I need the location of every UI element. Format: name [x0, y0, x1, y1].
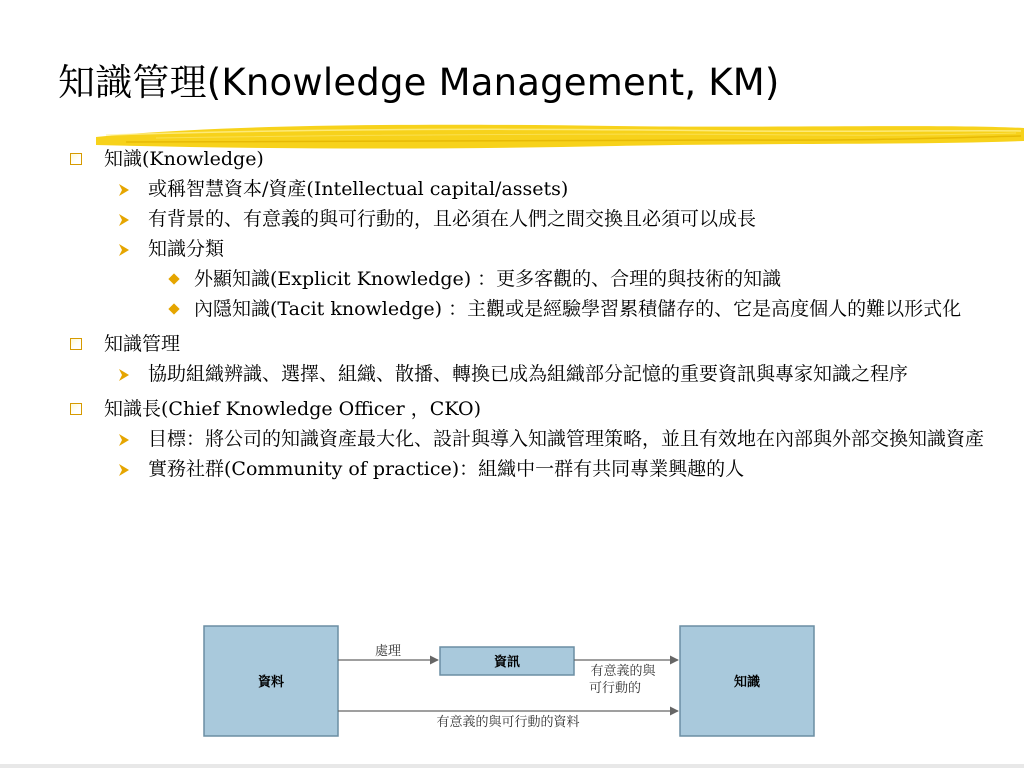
bullet-text: 知識(Knowledge) — [104, 148, 264, 170]
square-bullet-icon — [70, 338, 82, 350]
bullet-cko — [70, 396, 1005, 423]
info-box-label: 資訊 — [493, 655, 521, 670]
bullet-km — [70, 331, 1005, 358]
bullet-text: 外顯知識(Explicit Knowledge) ：更多客觀的、合理的與技術的知識 — [194, 268, 782, 290]
bullet-tacit — [70, 296, 1005, 323]
bullet-cko-goal — [70, 426, 1005, 453]
data-info-knowledge-diagram — [200, 622, 820, 742]
data-box-label: 資料 — [257, 675, 285, 690]
arrow-bullet-icon — [118, 463, 130, 477]
bullet-text: 實務社群(Community of practice)：組織中一群有共同專業興趣的人 — [148, 458, 745, 480]
bullet-text: 協助組織辨識、選擇、組織、散播、轉換已成為組織部分記憶的重要資訊與專家知識之程序 — [148, 363, 909, 385]
meaningful-label-line2: 可行動的 — [588, 681, 642, 696]
bullet-text: 有背景的、有意義的與可行動的，且必須在人們之間交換且必須可以成長 — [148, 208, 757, 230]
bullet-explicit — [70, 266, 1005, 293]
bottom-border — [0, 764, 1024, 768]
arrow-bullet-icon — [118, 433, 130, 447]
bullet-text: 內隱知識(Tacit knowledge) ：主觀或是經驗學習累積儲存的、它是高度個人的難以形式化 — [194, 298, 962, 320]
process-label: 處理 — [374, 644, 402, 659]
meaningful-label-line1: 有意義的與 — [590, 664, 656, 679]
knowledge-box-label: 知識 — [733, 675, 761, 690]
arrow-bullet-icon — [118, 213, 130, 227]
bullet-intellectual-capital — [70, 176, 1005, 203]
square-bullet-icon — [70, 403, 82, 415]
bullet-knowledge — [70, 146, 1005, 173]
bullet-text: 知識管理 — [104, 333, 181, 355]
arrow-bullet-icon — [118, 183, 130, 197]
diamond-bullet-icon — [168, 273, 179, 284]
bullet-classification — [70, 236, 1005, 263]
square-bullet-icon — [70, 153, 82, 165]
bullet-list — [70, 146, 1005, 483]
bullet-text: 目標：將公司的知識資產最大化、設計與導入知識管理策略，並且有效地在內部與外部交換知識資產 — [148, 428, 985, 450]
bullet-text: 知識長(Chief Knowledge Officer ，CKO) — [104, 398, 482, 420]
bullet-text: 知識分類 — [148, 238, 225, 260]
bullet-context — [70, 206, 1005, 233]
bottom-label: 有意義的與可行動的資料 — [436, 715, 580, 730]
slide-title: 知識管理(Knowledge Management, KM) — [58, 61, 780, 104]
arrow-bullet-icon — [118, 243, 130, 257]
bullet-km-process — [70, 361, 1005, 388]
arrow-bullet-icon — [118, 368, 130, 382]
bullet-community — [70, 456, 1005, 483]
diamond-bullet-icon — [168, 303, 179, 314]
bullet-text: 或稱智慧資本/資產(Intellectual capital/assets) — [148, 178, 569, 200]
